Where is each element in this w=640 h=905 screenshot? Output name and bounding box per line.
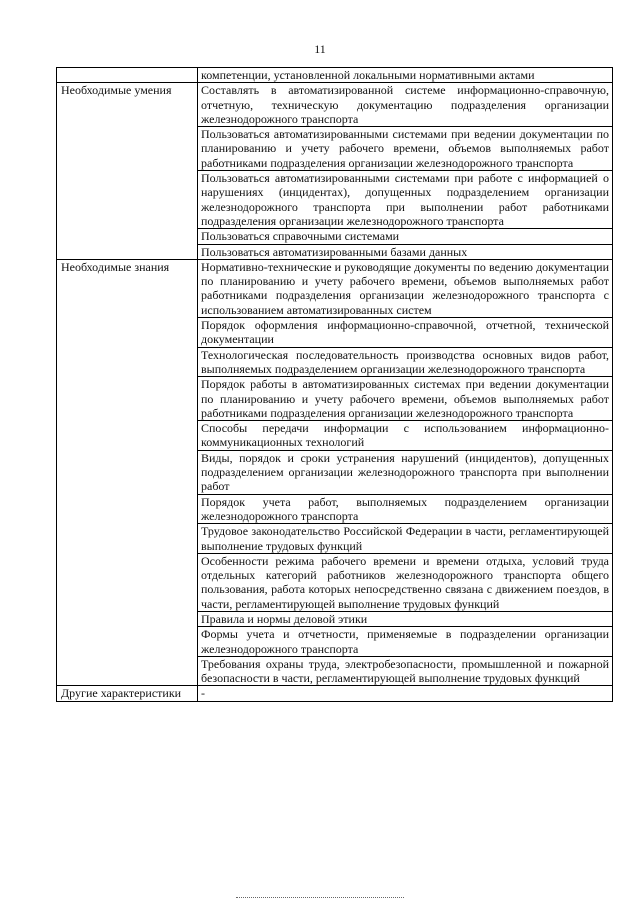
requirement-item: Правила и нормы деловой этики	[198, 611, 613, 626]
table-row-continuation	[57, 68, 613, 83]
requirement-item: Технологическая последовательность производства основных видов работ, выполняемых подразделением организации железнодорожного транспорта	[198, 347, 613, 377]
requirement-item: Порядок оформления информационно-справочной, отчетной, технической документации	[198, 318, 613, 348]
requirement-item: Порядок учета работ, выполняемых подразделением организации железнодорожного транспорта	[198, 494, 613, 524]
requirement-item: Пользоваться автоматизированными базами данных	[198, 244, 613, 259]
requirement-item: Пользоваться автоматизированными системами при работе с информацией о нарушениях (инцидентах), допущенных подразделением организации железнодорожного транспорта при выполнении работ работниками подразделения организации железнодорожного транспорта	[198, 171, 613, 229]
page-number: 11	[314, 42, 326, 56]
requirement-item: Пользоваться автоматизированными системами при ведении документации по планированию и учету рабочего времени, объемов выполняемых работ работниками подразделения организации железнодорожного транспорта	[198, 127, 613, 171]
requirement-item: Способы передачи информации с использованием информационно-коммуникационных технологий	[198, 421, 613, 451]
requirement-item: Формы учета и отчетности, применяемые в подразделении организации железнодорожного транспорта	[198, 627, 613, 657]
characteristics-table-body	[57, 68, 613, 702]
section-label: Необходимые умения	[57, 83, 198, 260]
table-row	[57, 686, 613, 701]
continuation-cell: компетенции, установленной локальными нормативными актами	[198, 68, 613, 83]
characteristics-table	[56, 67, 613, 702]
requirement-item: Особенности режима рабочего времени и времени отдыха, условий труда отдельных категорий работников железнодорожного транспорта общего пользования, работа которых непосредственно связана с движением поездов, в части, регламентирующей выполнение трудовых функций	[198, 553, 613, 611]
section-label: Другие характеристики	[57, 686, 198, 701]
requirement-item: Составлять в автоматизированной системе информационно-справочную, отчетную, техническую документацию подразделения организации железнодорожного транспорта	[198, 83, 613, 127]
requirement-item: -	[198, 686, 613, 701]
requirement-item: Нормативно-технические и руководящие документы по ведению документации по планированию и учету рабочего времени, объемов выполняемых работ работниками подразделения организации железнодорожного транспорта с использованием автоматизированных систем	[198, 259, 613, 317]
requirement-item: Порядок работы в автоматизированных системах при ведении документации по планированию и учету рабочего времени, объемов выполняемых работ работниками подразделения организации железнодорожного транспорта	[198, 377, 613, 421]
section-label: Необходимые знания	[57, 259, 198, 686]
requirement-item: Трудовое законодательство Российской Федерации в части, регламентирующей выполнение трудовых функций	[198, 524, 613, 554]
requirement-item: Требования охраны труда, электробезопасности, промышленной и пожарной безопасности в части, регламентирующей выполнение трудовых функций	[198, 656, 613, 686]
table-row	[57, 259, 613, 317]
requirement-item: Виды, порядок и сроки устранения нарушений (инцидентов), допущенных подразделением организации железнодорожного транспорта при выполнении работ	[198, 450, 613, 494]
requirement-item: Пользоваться справочными системами	[198, 229, 613, 244]
empty-label-cell	[57, 68, 198, 83]
scan-edge-mark	[236, 897, 404, 899]
table-row	[57, 83, 613, 127]
